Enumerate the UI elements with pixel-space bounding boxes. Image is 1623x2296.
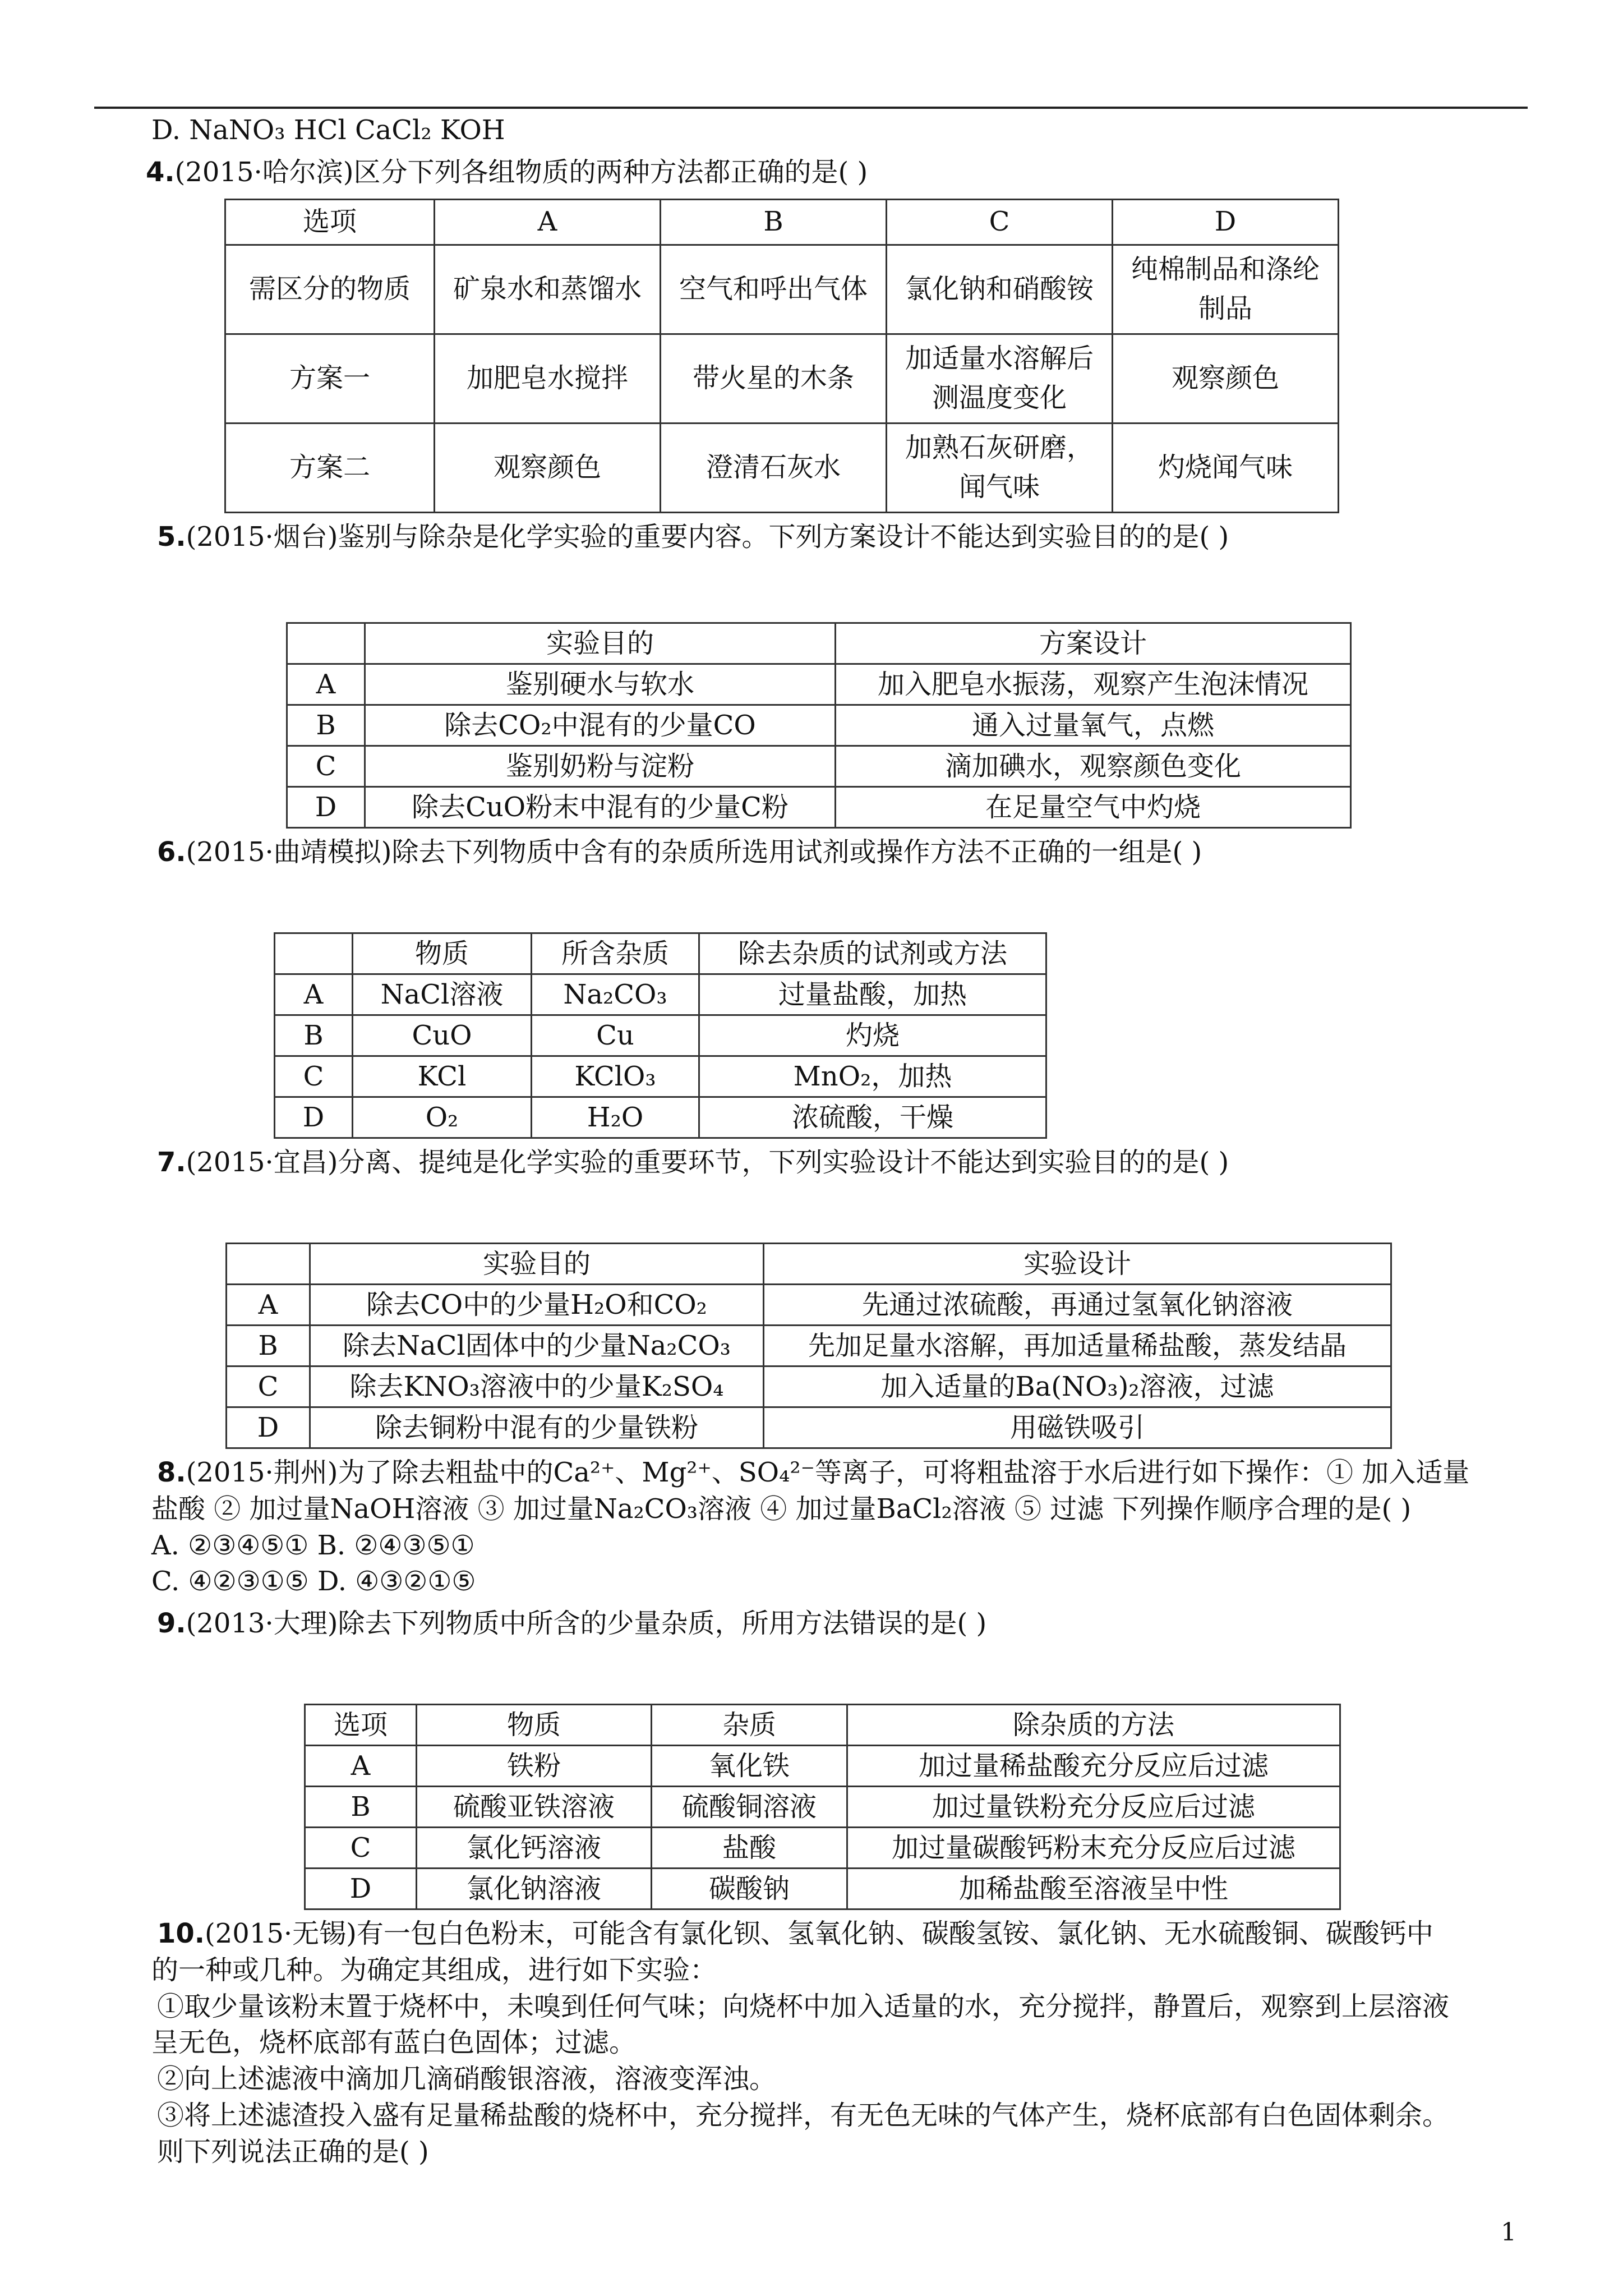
table-cell: MnO₂，加热 xyxy=(699,1056,1046,1097)
question-6 xyxy=(151,834,1525,1139)
table-cell xyxy=(275,933,353,974)
table-cell: 加入肥皂水振荡，观察产生泡沫情况 xyxy=(836,664,1351,705)
table-row xyxy=(227,1366,1391,1407)
table-cell: 浓硫酸，干燥 xyxy=(699,1097,1046,1138)
experiment-step: ①取少量该粉末置于烧杯中，未嗅到任何气味；向烧杯中加入适量的水，充分搅拌，静置后，观察到上层溶液 xyxy=(157,1990,1450,2022)
question-number: 4. xyxy=(146,156,175,188)
table-cell: 空气和呼出气体 xyxy=(661,245,887,334)
table-cell: 用磁铁吸引 xyxy=(764,1407,1391,1448)
table-row xyxy=(275,1056,1046,1097)
q3-option-d: D. NaNO₃ HCl CaCl₂ KOH xyxy=(151,114,505,146)
question-number: 10. xyxy=(157,1917,205,1949)
table-cell: 选项 xyxy=(225,199,435,245)
table-cell: B xyxy=(227,1325,310,1366)
table-cell: 加过量稀盐酸充分反应后过滤 xyxy=(847,1745,1340,1786)
question-ask: 则下列说法正确的是( ) xyxy=(157,2136,429,2168)
table-cell: 加过量铁粉充分反应后过滤 xyxy=(847,1786,1340,1827)
question-text: (2015·烟台)鉴别与除杂是化学实验的重要内容。下列方案设计不能达到实验目的的是( ) xyxy=(186,521,1229,553)
q5-table xyxy=(286,622,1352,829)
table-cell: 实验设计 xyxy=(764,1243,1391,1284)
table-row xyxy=(225,245,1339,334)
table-cell: 灼烧 xyxy=(699,1015,1046,1056)
table-cell: C xyxy=(275,1056,353,1097)
page-number: 1 xyxy=(1501,2218,1516,2247)
question-text: 的一种或几种。为确定其组成，进行如下实验： xyxy=(151,1954,717,1986)
table-cell: 除去KNO₃溶液中的少量K₂SO₄ xyxy=(310,1366,764,1407)
table-cell: A xyxy=(275,974,353,1015)
table-cell: 在足量空气中灼烧 xyxy=(836,787,1351,828)
table-row xyxy=(287,746,1351,787)
table-cell: 过量盐酸，加热 xyxy=(699,974,1046,1015)
question-text: (2013·大理)除去下列物质中所含的少量杂质，所用方法错误的是( ) xyxy=(186,1608,987,1640)
table-row xyxy=(275,974,1046,1015)
table-cell: 带火星的木条 xyxy=(661,334,887,423)
table-cell xyxy=(227,1243,310,1284)
table-cell: 选项 xyxy=(305,1704,417,1745)
q6-table xyxy=(274,932,1047,1139)
table-row xyxy=(305,1868,1340,1909)
table-cell: C xyxy=(305,1827,417,1868)
question-7 xyxy=(151,1144,1525,1449)
table-cell: D xyxy=(275,1097,353,1138)
question-9 xyxy=(151,1605,1525,1910)
question-number: 9. xyxy=(157,1608,186,1640)
table-cell: 实验目的 xyxy=(310,1243,764,1284)
table-cell: D xyxy=(1113,199,1339,245)
table-cell: 碳酸钠 xyxy=(652,1868,847,1909)
table-cell: A xyxy=(435,199,661,245)
question-text: (2015·哈尔滨)区分下列各组物质的两种方法都正确的是( ) xyxy=(174,156,868,188)
header-rule xyxy=(94,107,1528,109)
table-cell: 矿泉水和蒸馏水 xyxy=(435,245,661,334)
table-cell: 通入过量氧气，点燃 xyxy=(836,705,1351,746)
table-cell: B xyxy=(275,1015,353,1056)
table-cell: D xyxy=(227,1407,310,1448)
table-cell: 除去CO₂中混有的少量CO xyxy=(365,705,836,746)
table-row xyxy=(225,334,1339,423)
question-number: 6. xyxy=(157,836,186,868)
table-cell: 杂质 xyxy=(652,1704,847,1745)
table-cell: 方案二 xyxy=(225,423,435,512)
table-row xyxy=(275,1015,1046,1056)
table-row xyxy=(225,423,1339,512)
table-cell: 除去NaCl固体中的少量Na₂CO₃ xyxy=(310,1325,764,1366)
table-cell: 滴加碘水，观察颜色变化 xyxy=(836,746,1351,787)
table-row xyxy=(225,199,1339,245)
question-text: (2015·荆州)为了除去粗盐中的Ca²⁺、Mg²⁺、SO₄²⁻等离子，可将粗盐溶于水后进行如下操作：① 加入适量 xyxy=(186,1456,1470,1488)
table-cell: 观察颜色 xyxy=(435,423,661,512)
experiment-step: ③将上述滤渣投入盛有足量稀盐酸的烧杯中，充分搅拌，有无色无味的气体产生，烧杯底部有白色固体剩余。 xyxy=(157,2099,1450,2131)
table-cell: B xyxy=(661,199,887,245)
table-cell: 除杂质的方法 xyxy=(847,1704,1340,1745)
table-cell: B xyxy=(305,1786,417,1827)
table-cell: 氯化钠溶液 xyxy=(417,1868,652,1909)
question-4 xyxy=(146,154,1525,513)
experiment-step: 呈无色，烧杯底部有蓝白色固体；过滤。 xyxy=(151,2027,637,2059)
table-cell: 实验目的 xyxy=(365,623,836,664)
question-text: 盐酸 ② 加过量NaOH溶液 ③ 加过量Na₂CO₃溶液 ④ 加过量BaCl₂溶液 ⑤ 过滤 下列操作顺序合理的是( ) xyxy=(151,1493,1412,1525)
table-cell: 盐酸 xyxy=(652,1827,847,1868)
table-cell: 鉴别硬水与软水 xyxy=(365,664,836,705)
table-row xyxy=(227,1407,1391,1448)
table-cell: 加熟石灰研磨，闻气味 xyxy=(887,423,1113,512)
question-number: 5. xyxy=(157,521,186,553)
question-text: (2015·曲靖模拟)除去下列物质中含有的杂质所选用试剂或操作方法不正确的一组是( ) xyxy=(186,836,1202,868)
table-cell: C xyxy=(287,746,365,787)
table-cell: 铁粉 xyxy=(417,1745,652,1786)
table-cell: 鉴别奶粉与淀粉 xyxy=(365,746,836,787)
table-row xyxy=(227,1325,1391,1366)
options-cd: C. ④②③①⑤ D. ④③②①⑤ xyxy=(151,1566,476,1598)
q7-table xyxy=(225,1243,1392,1449)
question-text: (2015·无锡)有一包白色粉末，可能含有氯化钡、氢氧化钠、碳酸氢铵、氯化钠、无水硫酸铜、碳酸钙中 xyxy=(205,1917,1433,1949)
table-cell: 方案设计 xyxy=(836,623,1351,664)
table-cell: 加过量碳酸钙粉末充分反应后过滤 xyxy=(847,1827,1340,1868)
q4-table xyxy=(224,199,1339,513)
question-10 xyxy=(151,1916,1525,2170)
q9-table xyxy=(304,1704,1341,1910)
table-cell: 先加足量水溶解，再加适量稀盐酸，蒸发结晶 xyxy=(764,1325,1391,1366)
question-number: 7. xyxy=(157,1147,186,1179)
table-cell: D xyxy=(305,1868,417,1909)
table-cell: NaCl溶液 xyxy=(353,974,532,1015)
table-row xyxy=(275,933,1046,974)
table-cell: A xyxy=(227,1284,310,1325)
question-text: (2015·宜昌)分离、提纯是化学实验的重要环节，下列实验设计不能达到实验目的的是( ) xyxy=(186,1147,1229,1179)
table-cell: C xyxy=(227,1366,310,1407)
table-cell: 物质 xyxy=(417,1704,652,1745)
table-cell: 硫酸铜溶液 xyxy=(652,1786,847,1827)
table-cell: 澄清石灰水 xyxy=(661,423,887,512)
table-cell: 除去杂质的试剂或方法 xyxy=(699,933,1046,974)
table-cell: 观察颜色 xyxy=(1113,334,1339,423)
table-cell: D xyxy=(287,787,365,828)
table-row xyxy=(287,705,1351,746)
table-cell: 氯化钙溶液 xyxy=(417,1827,652,1868)
table-cell: O₂ xyxy=(353,1097,532,1138)
question-8 xyxy=(151,1455,1525,1600)
table-cell: A xyxy=(305,1745,417,1786)
table-cell: 加适量水溶解后测温度变化 xyxy=(887,334,1113,423)
table-row xyxy=(305,1745,1340,1786)
table-cell: 除去CO中的少量H₂O和CO₂ xyxy=(310,1284,764,1325)
table-row xyxy=(287,623,1351,664)
worksheet-page xyxy=(146,112,1525,2170)
table-cell: 先通过浓硫酸，再通过氢氧化钠溶液 xyxy=(764,1284,1391,1325)
table-cell: 所含杂质 xyxy=(532,933,699,974)
table-row xyxy=(227,1284,1391,1325)
table-cell xyxy=(287,623,365,664)
table-cell: 加稀盐酸至溶液呈中性 xyxy=(847,1868,1340,1909)
table-cell: KClO₃ xyxy=(532,1056,699,1097)
table-cell: Cu xyxy=(532,1015,699,1056)
table-cell: 物质 xyxy=(353,933,532,974)
table-row xyxy=(287,787,1351,828)
table-cell: Na₂CO₃ xyxy=(532,974,699,1015)
table-cell: 纯棉制品和涤纶制品 xyxy=(1113,245,1339,334)
table-cell: 加肥皂水搅拌 xyxy=(435,334,661,423)
table-cell: C xyxy=(887,199,1113,245)
table-cell: 硫酸亚铁溶液 xyxy=(417,1786,652,1827)
table-row xyxy=(305,1786,1340,1827)
table-cell: A xyxy=(287,664,365,705)
table-row xyxy=(275,1097,1046,1138)
question-number: 8. xyxy=(157,1456,186,1488)
options-ab: A. ②③④⑤① B. ②④③⑤① xyxy=(151,1529,475,1561)
table-row xyxy=(227,1243,1391,1284)
table-cell: 灼烧闻气味 xyxy=(1113,423,1339,512)
experiment-step: ②向上述滤液中滴加几滴硝酸银溶液，溶液变浑浊。 xyxy=(157,2063,777,2095)
table-row xyxy=(305,1704,1340,1745)
table-cell: 氯化钠和硝酸铵 xyxy=(887,245,1113,334)
table-cell: B xyxy=(287,705,365,746)
table-cell: 需区分的物质 xyxy=(225,245,435,334)
table-row xyxy=(305,1827,1340,1868)
table-cell: 氧化铁 xyxy=(652,1745,847,1786)
question-5 xyxy=(151,519,1525,829)
table-cell: 除去铜粉中混有的少量铁粉 xyxy=(310,1407,764,1448)
table-cell: 除去CuO粉末中混有的少量C粉 xyxy=(365,787,836,828)
table-cell: 方案一 xyxy=(225,334,435,423)
table-cell: H₂O xyxy=(532,1097,699,1138)
table-row xyxy=(287,664,1351,705)
table-cell: 加入适量的Ba(NO₃)₂溶液，过滤 xyxy=(764,1366,1391,1407)
table-cell: CuO xyxy=(353,1015,532,1056)
table-cell: KCl xyxy=(353,1056,532,1097)
